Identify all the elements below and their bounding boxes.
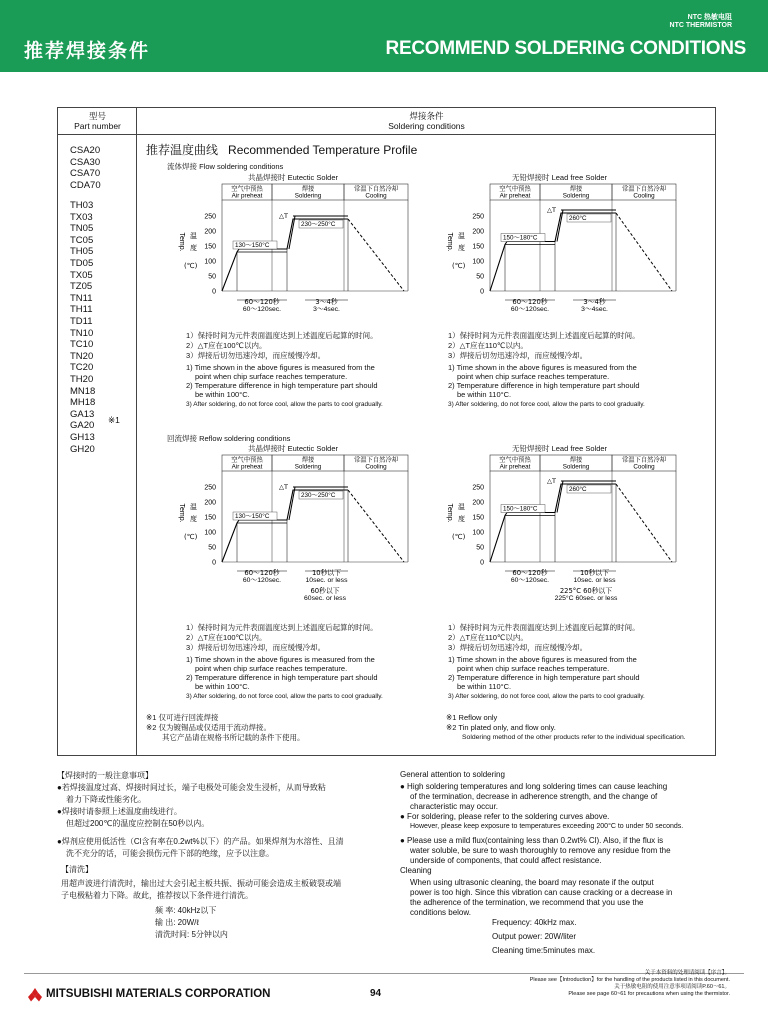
phase-label-cn: 常温下自然冷却 <box>353 185 399 193</box>
page-title-en: RECOMMEND SOLDERING CONDITIONS <box>385 38 746 59</box>
conditions-header <box>138 111 715 131</box>
cleaning-en-c1d: conditions below. <box>410 908 471 917</box>
time-solder-cn: 3～4秒 <box>583 298 606 306</box>
part-number-item: GH20 <box>70 443 95 455</box>
y-axis-title-cn-1: 温 <box>190 232 197 240</box>
part-number-item: TC20 <box>70 362 94 374</box>
page-title-cn: 推荐焊接条件 <box>24 40 151 62</box>
profile-line <box>222 490 348 562</box>
note-1-en-a: 1) Time shown in the above figures is measured from the <box>186 655 375 664</box>
reflow-leadfree-title: 无铅焊接时 Lead free Solder <box>512 444 608 453</box>
note-2-cn: 2）△T应在110℃以内。 <box>448 633 528 642</box>
y-tick-label: 250 <box>204 213 216 221</box>
phase-label-en: Air preheat <box>231 463 263 471</box>
part-number-item: TN05 <box>70 223 94 235</box>
notes-reflow-leadfree <box>448 623 708 702</box>
y-tick-label: 250 <box>204 484 216 492</box>
note-1-en-b: point when chip surface reaches temperature. <box>457 664 610 673</box>
y-tick-label: 250 <box>472 484 484 492</box>
time-solder-en: 3～4sec. <box>581 306 608 313</box>
part-number-item: TH11 <box>70 304 93 316</box>
time-pre-cn: 60～120秒 <box>512 569 548 577</box>
y-tick-label: 0 <box>480 288 484 296</box>
phase-label-en: Cooling <box>633 192 655 200</box>
y-tick-label: 200 <box>204 499 216 507</box>
phase-label-cn: 空气中预热 <box>231 456 263 464</box>
y-tick-label: 0 <box>480 559 484 567</box>
y-axis-title: Temp. <box>178 232 185 252</box>
note-3-cn: 3）焊接后切勿迅速冷却，而应缓慢冷却。 <box>448 351 588 360</box>
part-number-item: CSA20 <box>70 145 101 156</box>
reflow-eutectic-title: 共晶焊接时 Eutectic Solder <box>248 444 339 453</box>
delta-t-label: △T <box>279 483 288 491</box>
part-number-item: GA20 <box>70 420 95 432</box>
peak-label: 260°C <box>569 215 587 222</box>
peak-label: 260°C <box>569 486 587 493</box>
cooling-line <box>348 490 404 562</box>
note-2-en-a: 2) Temperature difference in high temperature part should <box>186 381 378 390</box>
cleaning-en-time: Cleaning time:5minutes max. <box>492 946 596 955</box>
note-1-en-b: point when chip surface reaches temperature. <box>457 372 610 381</box>
y-axis-unit: (℃) <box>184 262 198 270</box>
y-tick-label: 200 <box>472 228 484 236</box>
footer-refs <box>490 970 730 998</box>
cleaning-en-title: Cleaning <box>400 866 432 875</box>
note-3-cn: 3）焊接后切勿迅速冷却，而应缓慢冷却。 <box>186 643 326 652</box>
attention-en-b3c: underside of components, that could affect resistance. <box>410 856 602 865</box>
y-tick-label: 100 <box>204 529 216 537</box>
time-pre-cn: 60～120秒 <box>244 298 280 306</box>
mark-3-cn: 其它产品请在规格书所记载的条件下使用。 <box>162 733 305 742</box>
y-axis-title-cn-2: 度 <box>190 515 197 523</box>
footer-ref-2: Please see【Introduction】for the handling of the products listed in this document. <box>529 977 730 983</box>
time-extra-cn: 60秒以下 <box>310 587 340 595</box>
attention-en-b2: ● For soldering, please refer to the soldering curves above. <box>400 812 610 821</box>
preheat-label: 150～180°C <box>503 234 538 242</box>
part-number-item: TX05 <box>70 269 93 281</box>
note-3-en: 3) After soldering, do not force cool, allow the parts to cool gradually. <box>186 693 383 700</box>
part-number-item: CSA70 <box>70 168 101 180</box>
y-tick-label: 0 <box>212 559 216 567</box>
attention-cn-b1b: 着力下降或性能劣化。 <box>66 795 146 804</box>
phase-label-cn: 空气中预热 <box>231 185 263 193</box>
phase-label-en: Air preheat <box>499 192 531 200</box>
y-tick-label: 50 <box>476 544 484 552</box>
company-name: MITSUBISHI MATERIALS CORPORATION <box>46 988 271 1000</box>
part-number-item: TN10 <box>70 327 94 339</box>
part-number-item: TH20 <box>70 374 94 385</box>
cleaning-cn-c1: 用超声波进行清洗时，输出过大会引起主板共振、振动可能会造成主板破裂或端 <box>61 879 341 888</box>
phase-label-cn: 焊接 <box>301 185 315 193</box>
time-pre-en: 60～120sec. <box>510 306 550 313</box>
note-2-cn: 2）△T应在110℃以内。 <box>448 341 528 350</box>
part-number-item: GH13 <box>70 432 95 443</box>
profile-line <box>490 484 616 562</box>
phase-label-cn: 焊接 <box>569 456 583 464</box>
part-number-item: MH18 <box>70 397 96 409</box>
attention-en-b2b: However, please keep exposure to temperatures exceeding 200°C to under 50 seconds. <box>410 823 684 830</box>
attention-en-b1: ● High soldering temperatures and long soldering times can cause leaching <box>400 782 668 791</box>
y-axis-title: Temp. <box>178 503 185 523</box>
phase-label-en: Cooling <box>365 192 387 200</box>
chart-flow-leadfree <box>428 170 688 325</box>
note-3-en: 3) After soldering, do not force cool, allow the parts to cool gradually. <box>186 401 383 408</box>
time-solder-cn: 10秒以下 <box>579 569 610 577</box>
attention-en-title: General attention to soldering <box>400 770 505 779</box>
note-3-en: 3) After soldering, do not force cool, allow the parts to cool gradually. <box>448 693 645 700</box>
phase-label-en: Cooling <box>365 463 387 471</box>
time-extra-en: 225°C 60sec. or less <box>554 595 618 602</box>
attention-cn <box>57 770 387 941</box>
y-axis-unit: (℃) <box>452 533 466 541</box>
note-2-en-b: be within 110°C. <box>457 682 512 691</box>
note-2-en-b: be within 100°C. <box>195 682 250 691</box>
y-axis-unit: (℃) <box>184 533 198 541</box>
footer-ref-1: 关于本资料的处理请阅读【序言】。 <box>644 970 730 976</box>
attention-cn-b1: ●若焊接温度过高、焊接时间过长，端子电极处可能会发生浸析，从而导致粘 <box>57 783 326 792</box>
part-number-item: GA13 <box>70 408 95 420</box>
time-solder-cn: 3～4秒 <box>315 298 338 306</box>
y-axis-title-cn-1: 温 <box>458 503 465 511</box>
part-number-item: TX03 <box>70 211 93 223</box>
time-solder-cn: 10秒以下 <box>311 569 342 577</box>
delta-t-label: △T <box>547 477 556 485</box>
attention-en-b3b: water soluble, be sure to wash thoroughly to remove any residue from the <box>410 846 671 855</box>
page-number: 94 <box>370 988 382 999</box>
notes-flow-eutectic <box>186 331 436 410</box>
conditions-header-cn: 焊接条件 <box>409 111 444 121</box>
phase-label-en: Air preheat <box>231 192 263 200</box>
delta-t-label: △T <box>547 206 556 214</box>
y-tick-label: 0 <box>212 288 216 296</box>
note-2-en-b: be within 100°C. <box>195 390 250 399</box>
attention-en-b3: ● Please use a mild flux(containing less than 0.2wt% Cl). Also, if the flux is <box>400 836 664 845</box>
part-number-item: TD11 <box>70 316 93 327</box>
note-2-en-b: be within 110°C. <box>457 390 512 399</box>
y-tick-label: 50 <box>208 273 216 281</box>
part-number-item: TC05 <box>70 234 94 246</box>
part-number-item: TD05 <box>70 258 94 269</box>
delta-t-label: △T <box>279 212 288 220</box>
peak-label: 230～250°C <box>301 492 336 499</box>
conditions-header-en: Soldering conditions <box>388 121 465 131</box>
note-1-cn: 1）保持时间为元件表面温度达到上述温度后起算的时间。 <box>448 623 640 632</box>
y-tick-label: 50 <box>476 273 484 281</box>
attention-cn-b2b: 但超过200℃的温度应控制在50秒以内。 <box>66 819 210 828</box>
part-number-item: CSA30 <box>70 156 101 168</box>
note-1-cn: 1）保持时间为元件表面温度达到上述温度后起算的时间。 <box>186 331 378 340</box>
chart-flow-eutectic <box>160 170 420 325</box>
phase-label-en: Cooling <box>633 463 655 471</box>
note-1-en-a: 1) Time shown in the above figures is measured from the <box>448 655 637 664</box>
attention-en <box>400 770 720 918</box>
flow-eutectic-title: 共晶焊接时 Eutectic Solder <box>248 173 339 182</box>
y-axis-title-cn-2: 度 <box>458 244 465 252</box>
phase-label-cn: 常温下自然冷却 <box>353 456 399 464</box>
y-tick-label: 100 <box>204 258 216 266</box>
attention-cn-b3: ●焊剂应使用低活性（Cl含有率在0.2wt%以下）的产品。如果焊剂为水溶性、且清 <box>57 837 344 846</box>
y-tick-label: 250 <box>472 213 484 221</box>
phase-label-cn: 常温下自然冷却 <box>621 185 667 193</box>
chart-reflow-leadfree <box>428 441 688 616</box>
part-number-item: TN11 <box>70 292 93 304</box>
y-axis-unit: (℃) <box>452 262 466 270</box>
y-tick-label: 150 <box>472 514 484 522</box>
part-number-item: MN18 <box>70 385 96 397</box>
mark-1: ※1 <box>108 415 120 425</box>
mark-1-cn: ※1 仅可进行回流焊接 <box>146 713 219 722</box>
phase-label-cn: 空气中预热 <box>499 456 531 464</box>
y-axis-title: Temp. <box>446 232 453 252</box>
time-extra-cn: 225°C 60秒以下 <box>559 587 613 595</box>
y-tick-label: 150 <box>472 243 484 251</box>
part-number-item: TH05 <box>70 246 94 258</box>
notes-reflow-eutectic <box>186 623 436 702</box>
attention-en-b1b: of the termination, decrease in adherence strength, and the change of <box>410 792 658 801</box>
preheat-label: 130～150°C <box>235 513 270 520</box>
reflow-label: 回流焊接 Reflow soldering conditions <box>167 434 291 443</box>
notes-flow-leadfree <box>448 331 708 410</box>
mark-1-en: ※1 Reflow only <box>446 713 498 722</box>
note-2-cn: 2）△T应在100℃以内。 <box>186 633 267 642</box>
mark-3-en: Soldering method of the other products refer to the individual specification. <box>462 734 686 741</box>
y-axis-title-cn-2: 度 <box>190 244 197 252</box>
mark-2-cn: ※2 仅为镀锡品或仅适用于流动焊接。 <box>146 723 272 732</box>
note-1-en-b: point when chip surface reaches temperature. <box>195 372 348 381</box>
note-1-en-a: 1) Time shown in the above figures is measured from the <box>448 363 637 372</box>
marks-en <box>446 713 716 743</box>
y-tick-label: 50 <box>208 544 216 552</box>
profile-title <box>146 141 417 158</box>
cleaning-en-specs <box>492 917 595 957</box>
peak-label: 230～250°C <box>301 221 336 228</box>
y-axis-title-cn-1: 温 <box>190 503 197 511</box>
time-pre-cn: 60～120秒 <box>244 569 280 577</box>
note-1-en-b: point when chip surface reaches temperature. <box>195 664 348 673</box>
phase-label-en: Soldering <box>294 463 322 471</box>
cleaning-cn-time: 清洗时间: 5分钟以内 <box>155 930 228 939</box>
part-number-item: TC10 <box>70 339 94 351</box>
part-number-header <box>58 111 137 131</box>
part-number-item: TH03 <box>70 200 94 211</box>
preheat-label: 150～180°C <box>503 505 538 513</box>
cleaning-cn-c1b: 子电极粘着力下降。故此，推荐按以下条件进行清洗。 <box>61 891 253 900</box>
header-tag-cn: NTC 热敏电阻 <box>687 14 732 21</box>
flow-label: 流体焊接 Flow soldering conditions <box>167 162 284 171</box>
cleaning-en-c1b: power is too high. Since this vibration can cause cracking or a decrease in <box>410 888 673 897</box>
mitsubishi-logo-icon <box>26 988 44 1002</box>
y-axis-title-cn-1: 温 <box>458 232 465 240</box>
profile-title-cn: 推荐温度曲线 <box>146 143 219 157</box>
header-tag-en: NTC THERMISTOR <box>669 22 732 29</box>
part-number-item: TZ05 <box>70 281 93 293</box>
y-tick-label: 100 <box>472 258 484 266</box>
footer-ref-3: 关于热敏电阻的使用注意事项请阅读P.60～61。 <box>614 984 730 990</box>
phase-label-en: Soldering <box>294 192 322 200</box>
profile-title-en: Recommended Temperature Profile <box>228 143 418 157</box>
attention-cn-b2: ●焊接时请参照上述温度曲线进行。 <box>57 807 182 816</box>
profile-line <box>490 213 616 291</box>
cleaning-cn-frequency: 频 率: 40kHz以下 <box>155 906 217 915</box>
cooling-line <box>616 213 672 291</box>
note-2-en-a: 2) Temperature difference in high temperature part should <box>448 381 640 390</box>
time-extra-en: 60sec. or less <box>304 595 346 602</box>
footer-ref-4: Please see page 60~61 for precautions when using the thermistor. <box>568 991 730 997</box>
y-axis-title: Temp. <box>446 503 453 523</box>
time-pre-cn: 60～120秒 <box>512 298 548 306</box>
time-solder-en: 10sec. or less <box>573 577 616 584</box>
part-number-item: CDA70 <box>70 179 101 191</box>
note-1-cn: 1）保持时间为元件表面温度达到上述温度后起算的时间。 <box>448 331 640 340</box>
chart-reflow-eutectic <box>160 441 420 616</box>
cleaning-en-frequency: Frequency: 40kHz max. <box>492 918 577 927</box>
y-tick-label: 150 <box>204 514 216 522</box>
time-solder-en: 3～4sec. <box>313 306 340 313</box>
time-solder-en: 10sec. or less <box>305 577 348 584</box>
flow-leadfree-title: 无铅焊接时 Lead free Solder <box>512 173 608 182</box>
preheat-label: 130～150°C <box>235 242 270 249</box>
phase-label-en: Soldering <box>562 463 590 471</box>
mark-2-en: ※2 Tin plated only, and flow only. <box>446 723 556 732</box>
y-tick-label: 100 <box>472 529 484 537</box>
cleaning-cn-output: 输 出: 20W/ℓ <box>155 918 199 927</box>
y-tick-label: 200 <box>472 499 484 507</box>
time-pre-en: 60～120sec. <box>242 577 282 584</box>
cooling-line <box>616 484 672 562</box>
marks-cn <box>146 713 436 743</box>
note-3-cn: 3）焊接后切勿迅速冷却，而应缓慢冷却。 <box>448 643 588 652</box>
note-1-cn: 1）保持时间为元件表面温度达到上述温度后起算的时间。 <box>186 623 378 632</box>
phase-label-en: Soldering <box>562 192 590 200</box>
note-2-cn: 2）△T应在100℃以内。 <box>186 341 267 350</box>
note-3-en: 3) After soldering, do not force cool, allow the parts to cool gradually. <box>448 401 645 408</box>
attention-en-b1c: characteristic may occur. <box>410 802 499 811</box>
time-pre-en: 60～120sec. <box>510 577 550 584</box>
y-axis-title-cn-2: 度 <box>458 515 465 523</box>
attention-cn-b3b: 洗不充分的话，可能会损伤元件下部的绝缘，应予以注意。 <box>66 849 274 858</box>
part-number-header-en: Part number <box>74 121 121 131</box>
header-tag <box>670 14 732 30</box>
note-3-cn: 3）焊接后切勿迅速冷却，而应缓慢冷却。 <box>186 351 326 360</box>
part-number-item: TN20 <box>70 350 94 362</box>
phase-label-cn: 常温下自然冷却 <box>621 456 667 464</box>
cleaning-en-output: Output power: 20W/liter <box>492 932 577 941</box>
cooling-line <box>348 219 404 291</box>
note-2-en-a: 2) Temperature difference in high temperature part should <box>448 673 640 682</box>
phase-label-cn: 焊接 <box>301 456 315 464</box>
cleaning-cn-title: 【清洗】 <box>61 865 93 874</box>
time-pre-en: 60～120sec. <box>242 306 282 313</box>
note-1-en-a: 1) Time shown in the above figures is measured from the <box>186 363 375 372</box>
note-2-en-a: 2) Temperature difference in high temperature part should <box>186 673 378 682</box>
phase-label-en: Air preheat <box>499 463 531 471</box>
attention-cn-title: 【焊接时的一般注意事项】 <box>57 771 153 780</box>
y-tick-label: 150 <box>204 243 216 251</box>
phase-label-cn: 焊接 <box>569 185 583 193</box>
phase-label-cn: 空气中预热 <box>499 185 531 193</box>
cleaning-en-c1: When using ultrasonic cleaning, the board may resonate if the output <box>410 878 654 887</box>
profile-line <box>222 219 348 291</box>
part-number-header-cn: 型号 <box>88 111 106 121</box>
y-tick-label: 200 <box>204 228 216 236</box>
cleaning-en-c1c: the adherence of the termination, we recommend that you use the <box>410 898 644 907</box>
